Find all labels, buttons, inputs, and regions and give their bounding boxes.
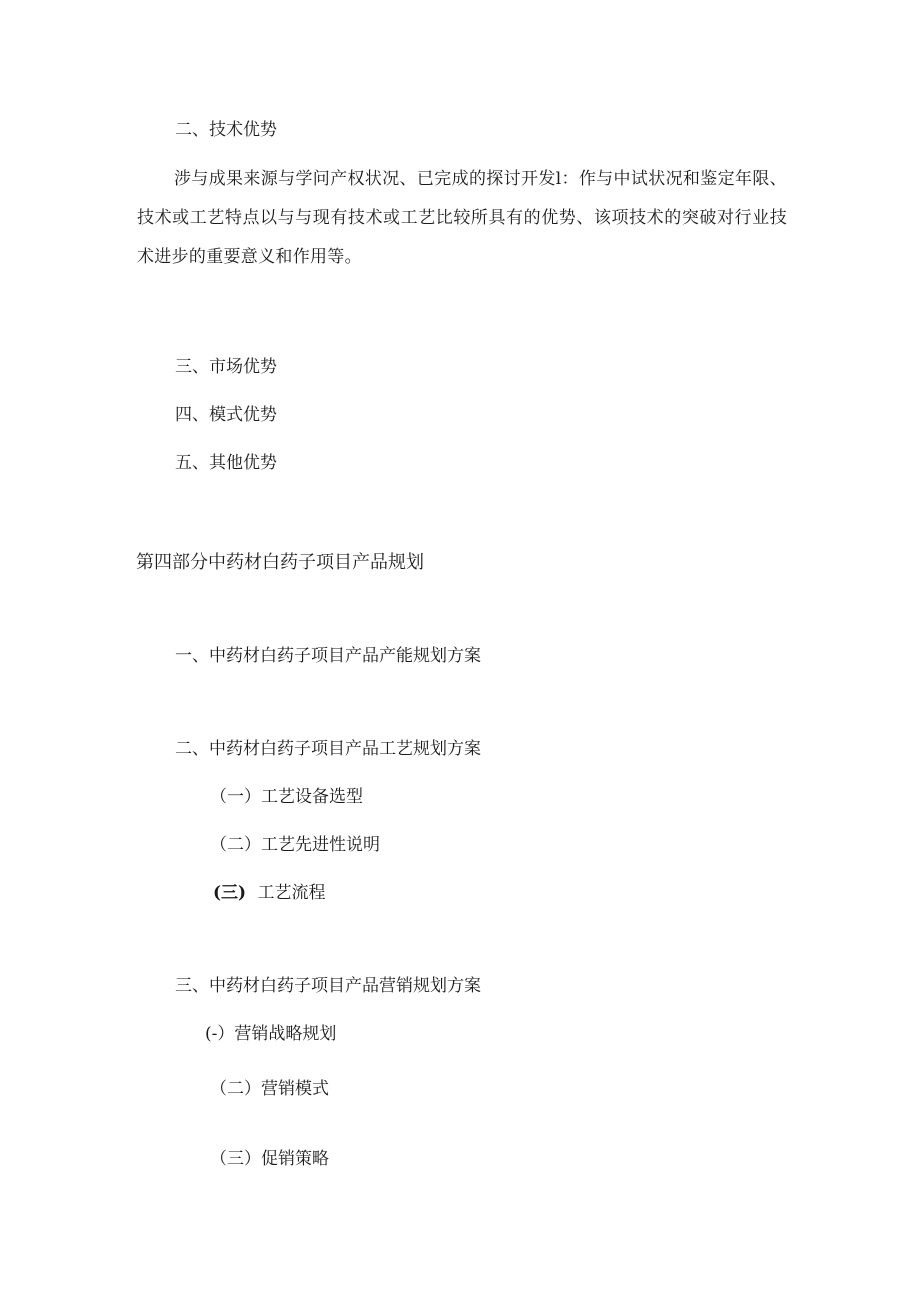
process-flow-label: 工艺流程: [257, 883, 326, 903]
tech-advantage-paragraph: 涉与成果来源与学问产权状况、已完成的探讨开发l：作与中试状况和鉴定年限、技术或工艺特点以与与现有技术或工艺比较所具有的优势、该项技术的突破对行业技术进步的重要意义和作用等。: [137, 169, 787, 267]
promotion-strategy-item: （三）促销策略: [210, 1149, 329, 1169]
marketing-mode-item: （二）营销模式: [210, 1079, 329, 1099]
process-equipment-item: （一）工艺设备选型: [210, 787, 363, 807]
process-advancement-item: （二）工艺先进性说明: [210, 835, 380, 855]
process-flow-number: (三): [213, 883, 247, 903]
section-title-model-advantage: 四、模式优势: [175, 405, 277, 425]
process-plan-heading: 二、中药材白药子项目产品工艺规划方案: [175, 739, 481, 759]
marketing-plan-heading: 三、中药材白药子项目产品营销规划方案: [175, 976, 481, 996]
section-title-other-advantage: 五、其他优势: [175, 453, 277, 473]
section-title-tech-advantage: 二、技术优势: [175, 120, 277, 140]
marketing-strategy-item: (-）营销战略规划: [205, 1024, 337, 1044]
section-title-market-advantage: 三、市场优势: [175, 357, 277, 377]
part-four-heading: 第四部分中药材白药子项目产品规划: [136, 552, 424, 573]
process-flow-item: [213, 882, 326, 904]
capacity-plan-heading: 一、中药材白药子项目产品产能规划方案: [175, 646, 481, 666]
